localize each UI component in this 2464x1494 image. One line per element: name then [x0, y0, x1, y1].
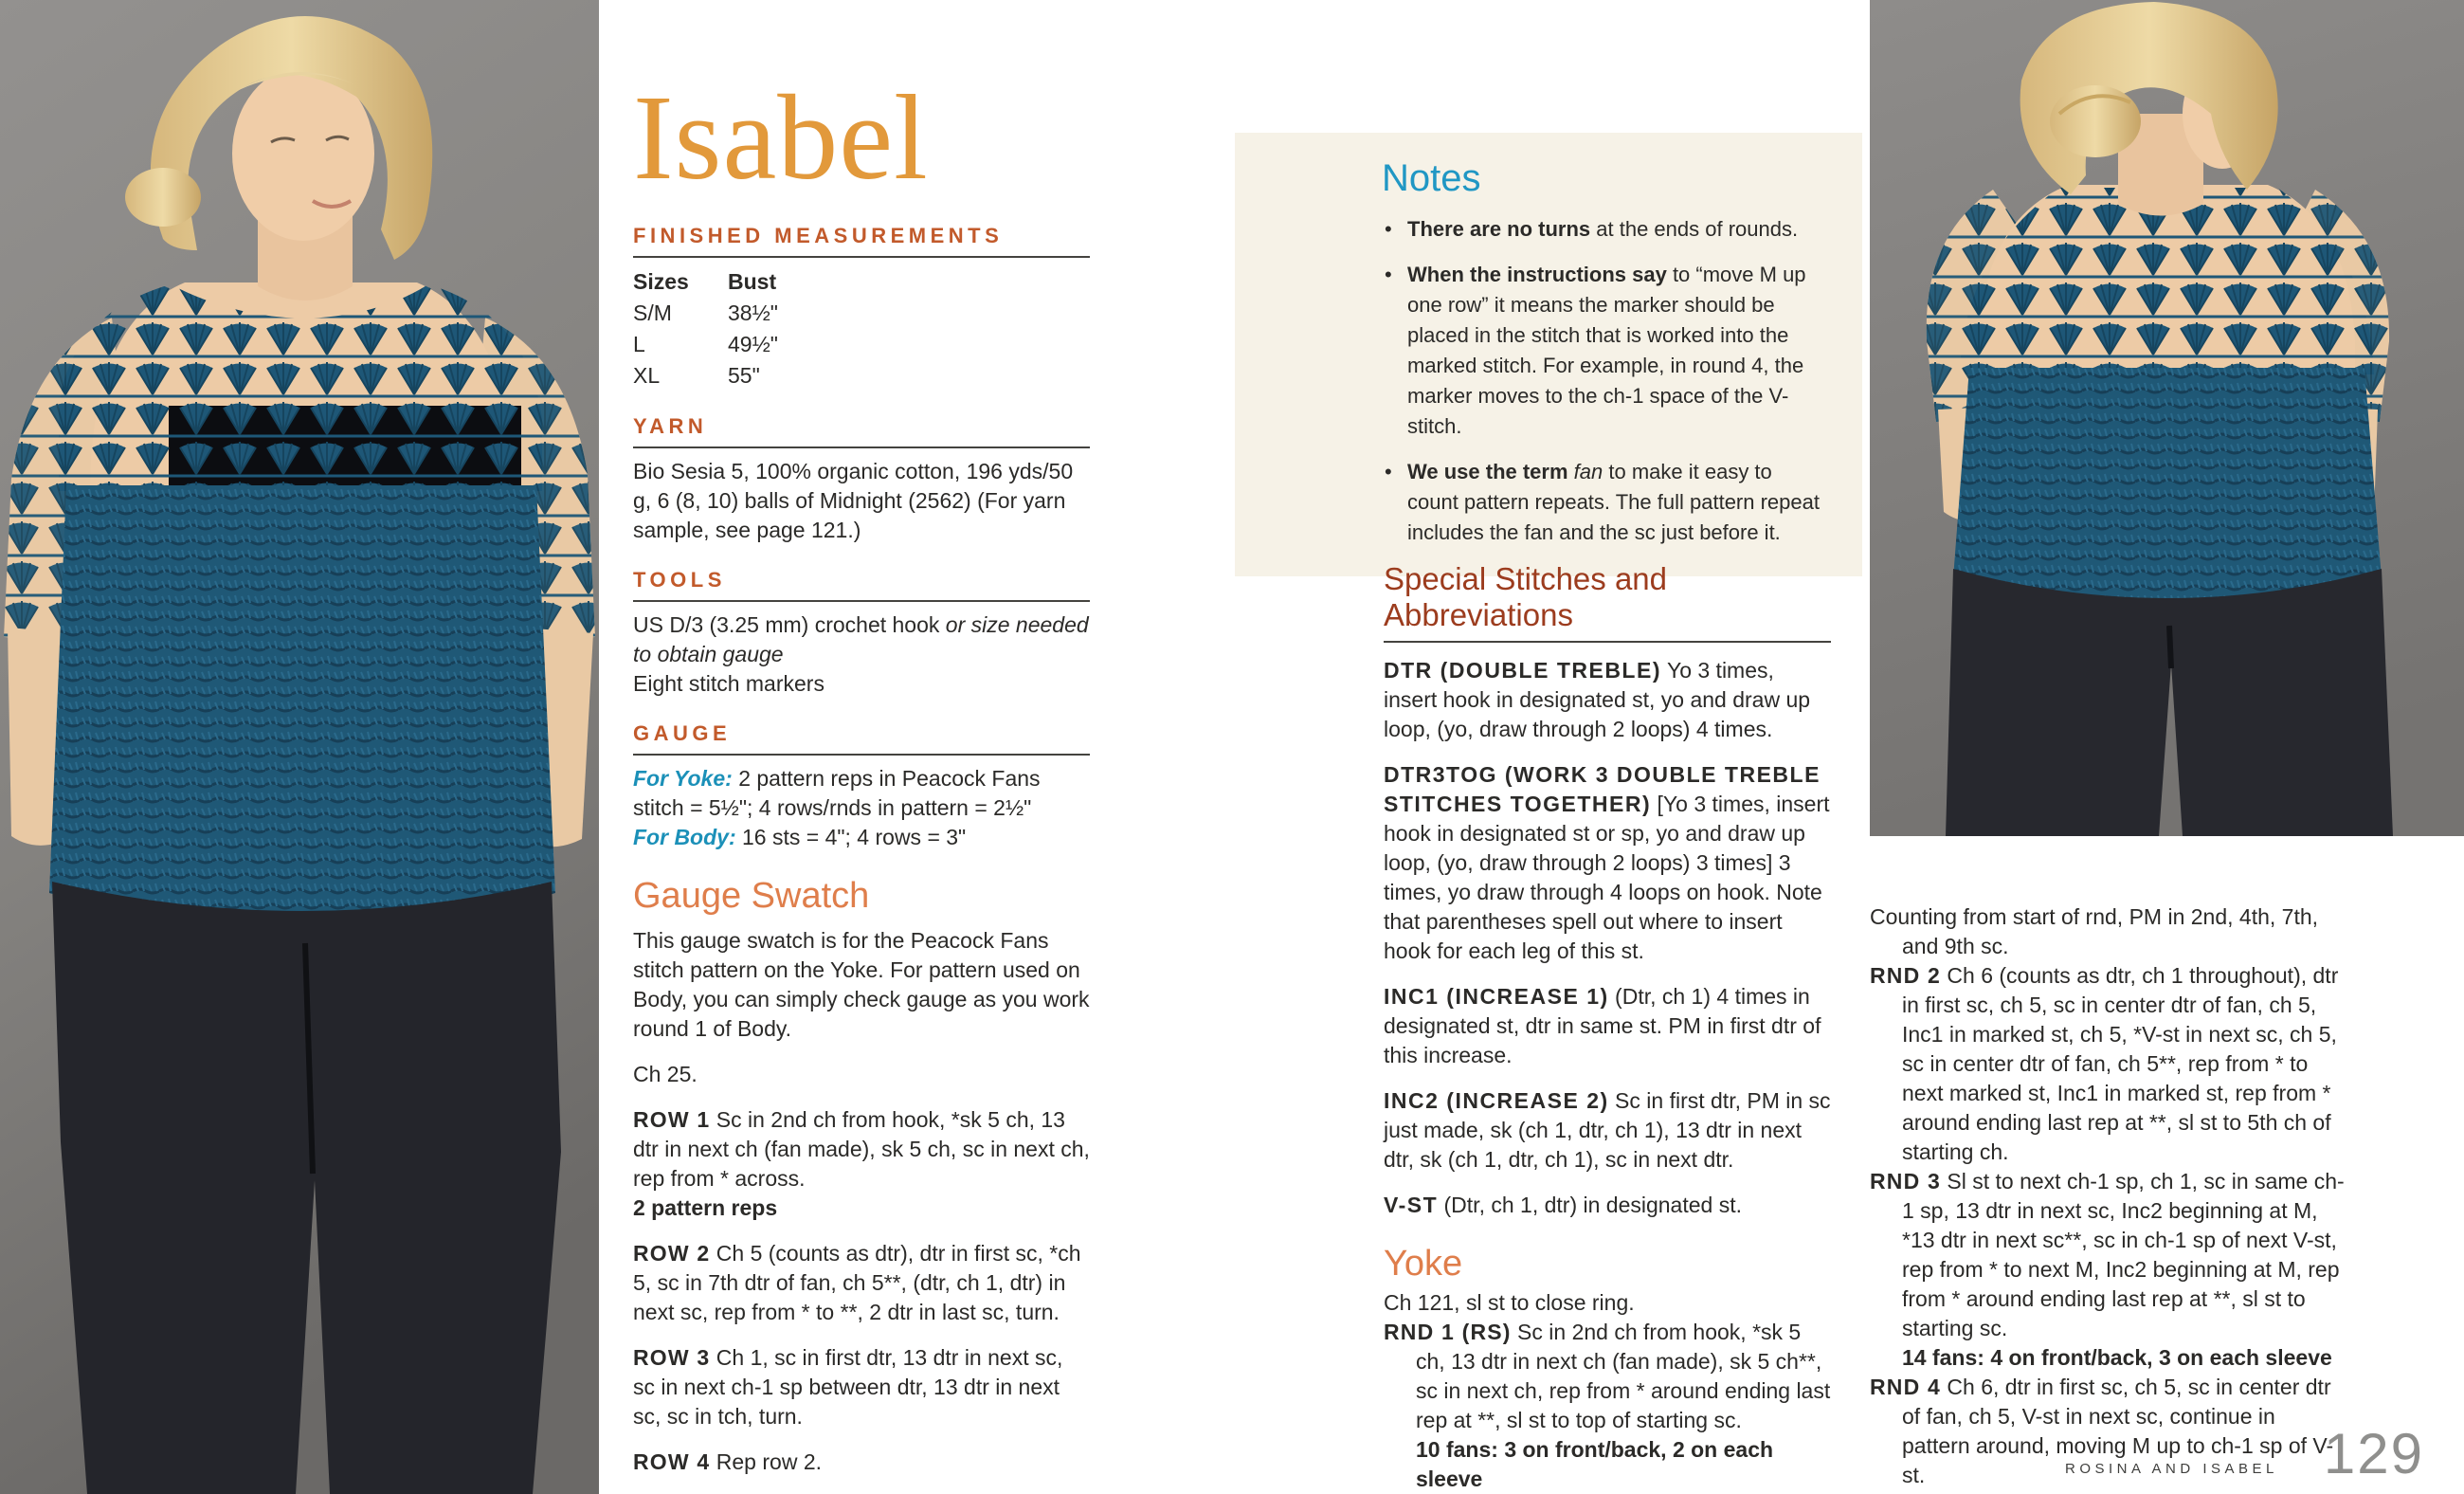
stitch-entry [1384, 982, 1831, 1070]
stitch-text: Yo 3 times, insert hook in designated st, yo and draw up loop, (yo, draw through 2 loops) 4 times. [1384, 657, 1811, 741]
section-yoke [1384, 1245, 1831, 1494]
stitch-text: (Dtr, ch 1, dtr) in designated st. [1438, 1192, 1742, 1217]
counting-instruction: Counting from start of rnd, PM in 2nd, 4th, 7th, and 9th sc. [1870, 904, 2319, 958]
table-row [633, 360, 778, 392]
note-bullet: • When the instructions say to “move M up one row” it means the marker should be placed in the stitch that is worked into the marked stitch. For example, in round 4, the marker moves to the ch-1 space of the V-stitch. [1382, 260, 1828, 442]
model-photo-front [0, 0, 599, 1494]
divider [633, 754, 1090, 756]
rnd-label: RND 1 (RS) [1384, 1319, 1512, 1344]
gauge-swatch-heading: Gauge Swatch [633, 876, 870, 917]
note-bullet: • We use the term fan to make it easy to count pattern repeats. The full pattern repeat includes the fan and the sc just before it. [1382, 457, 1828, 548]
row-label: ROW 4 [633, 1449, 711, 1475]
stitch-entry [1384, 1086, 1831, 1175]
row-instruction [633, 1105, 1090, 1223]
stitch-entry [1384, 656, 1831, 744]
rnd-text: Ch 6, dtr in first sc, ch 5, sc in center dtr of fan, ch 5, V-st in next sc, continue in pattern around, moving M up to ch-1 sp of V-st. [1902, 1375, 2334, 1487]
pattern-info-column [633, 70, 1090, 1493]
stitch-label: INC1 (INCREASE 1) [1384, 983, 1609, 1009]
notes-callout-box [1235, 133, 1862, 576]
row-instruction [633, 1448, 1090, 1477]
pattern-continuation-column [1870, 902, 2348, 1490]
row-text: Sc in 2nd ch from hook, *sk 5 ch, 13 dtr in next ch (fan made), sk 5 ch, sc in next ch, rep from * across. [633, 1107, 1090, 1192]
rnd-result: 10 fans: 3 on front/back, 2 on each sleeve [1416, 1436, 1774, 1491]
gauge-swatch-intro: This gauge swatch is for the Peacock Fans stitch pattern on the Yoke. For pattern used on Body, you can simply check gauge as you work round 1 of Body. [633, 928, 1090, 1042]
stitch-entry [1384, 760, 1831, 966]
row-instruction [633, 1343, 1090, 1431]
rnd-text: Sc in 2nd ch from hook, *sk 5 ch, 13 dtr in next ch (fan made), sk 5 ch**, sc in next ch, rep from * around ending last rep at **, sl st to top of starting sc. [1416, 1319, 1831, 1432]
yoke-setup: Ch 121, sl st to close ring. [1384, 1289, 1635, 1315]
section-gauge [633, 721, 1090, 852]
bust-cell: 38½" [728, 301, 778, 326]
bust-cell: 55" [728, 363, 760, 389]
page-footer [2065, 1422, 2424, 1485]
stitch-label: DTR3TOG (WORK 3 DOUBLE TREBLE STITCHES TOGETHER) [1384, 761, 1821, 816]
page-title: Isabel [633, 70, 929, 205]
divider [1384, 641, 1831, 643]
yoke-heading: Yoke [1384, 1243, 1463, 1284]
rnd-result: 14 fans: 4 on front/back, 3 on each sleeve [1902, 1345, 2332, 1370]
special-stitches-column [1384, 561, 1831, 1494]
finished-measurements-heading: FINISHED MEASUREMENTS [633, 224, 1004, 248]
size-cell: S/M [633, 301, 672, 326]
chain-instruction: Ch 25. [633, 1062, 698, 1087]
row-label: ROW 2 [633, 1241, 711, 1266]
row-label: ROW 3 [633, 1345, 711, 1371]
yarn-heading: YARN [633, 414, 708, 439]
table-row [633, 298, 778, 329]
stitch-label: V-ST [1384, 1192, 1439, 1217]
stitch-label: DTR (DOUBLE TREBLE) [1384, 657, 1661, 683]
table-header-row [633, 266, 778, 298]
tools-heading: TOOLS [633, 568, 726, 592]
rnd-text: Sl st to next ch-1 sp, ch 1, sc in same ch-1 sp, 13 dtr in next sc, Inc2 beginning at M, *13 dtr in next sc**, sc in ch-1 sp of next V-st, rep from * to next M, Inc2 beginning at M, rep from * around ending last rep at **, sl st to starting sc. [1902, 1169, 2345, 1340]
model-photo-back-illustration [1870, 0, 2464, 836]
tools-hook-line: US D/3 (3.25 mm) crochet hook or size needed to obtain gauge [633, 612, 1089, 667]
special-stitches-heading: Special Stitches and Abbreviations [1384, 561, 1668, 632]
yarn-description: Bio Sesia 5, 100% organic cotton, 196 yds/50 g, 6 (8, 10) balls of Midnight (2562) (For yarn sample, see page 121.) [633, 459, 1074, 543]
section-tools [633, 568, 1090, 699]
size-cell: L [633, 332, 645, 357]
stitch-label: INC2 (INCREASE 2) [1384, 1087, 1609, 1113]
col-header-bust: Bust [728, 269, 777, 295]
rnd-label: RND 4 [1870, 1375, 1942, 1399]
bust-cell: 49½" [728, 332, 778, 357]
gauge-body-line: For Body: 16 sts = 4"; 4 rows = 3" [633, 825, 967, 850]
tools-markers-line: Eight stitch markers [633, 671, 824, 697]
gauge-yoke-line: For Yoke: 2 pattern reps in Peacock Fans stitch = 5½"; 4 rows/rnds in pattern = 2½" [633, 766, 1041, 821]
row-instruction [633, 1239, 1090, 1327]
measurements-table [633, 266, 778, 392]
notes-heading: Notes [1382, 157, 1481, 199]
col-header-sizes: Sizes [633, 269, 689, 295]
stitch-entry [1384, 1191, 1831, 1220]
rnd-instruction [1870, 1167, 2348, 1343]
section-finished-measurements [633, 224, 1090, 392]
model-photo-front-illustration [0, 0, 599, 1494]
row-text: Rep row 2. [710, 1449, 822, 1475]
divider [633, 600, 1090, 602]
gauge-heading: GAUGE [633, 721, 732, 746]
stitch-text: [Yo 3 times, insert hook in designated st or sp, yo and draw up loop, (yo, draw through 2 loops) 3 times] 3 times, yo draw through 4 loops on hook. Note that parentheses spell out where to insert hook for each leg of this st. [1384, 791, 1830, 963]
note-bullet: • There are no turns at the ends of rounds. [1382, 214, 1828, 245]
stitch-text: (Dtr, ch 1) 4 times in designated st, dtr in same st. PM in first dtr of this increase. [1384, 983, 1821, 1067]
row-label: ROW 1 [633, 1107, 711, 1133]
section-yarn [633, 414, 1090, 545]
chapter-title: ROSINA AND ISABEL [2065, 1461, 2278, 1477]
rnd-instruction [1870, 961, 2348, 1167]
model-photo-back [1870, 0, 2464, 836]
size-cell: XL [633, 363, 661, 389]
row-text: Ch 1, sc in first dtr, 13 dtr in next sc, sc in next ch-1 sp between dtr, 13 dtr in next sc, sc in tch, turn. [633, 1345, 1063, 1430]
rnd-instruction [1384, 1318, 1831, 1435]
row-text: Ch 5 (counts as dtr), dtr in first sc, *ch 5, sc in 7th dtr of fan, ch 5**, (dtr, ch 1, dtr) in next sc, rep from * to **, 2 dtr in last sc, turn. [633, 1241, 1081, 1325]
page-number: 129 [2323, 1422, 2424, 1485]
rnd-label: RND 2 [1870, 963, 1942, 988]
rnd-text: Ch 6 (counts as dtr, ch 1 throughout), dtr in first sc, ch 5, sc in center dtr of fan, ch 5, Inc1 in marked st, ch 5, *V-st in next sc, ch 5, sc in center dtr of fan, ch 5**, rep from * to next marked st, Inc1 in marked st, rep from * around ending last rep at **, sl st to 5th ch of starting ch. [1902, 963, 2339, 1164]
table-row [633, 329, 778, 360]
section-gauge-swatch [633, 877, 1090, 1477]
row-result: 2 pattern reps [633, 1195, 778, 1221]
divider [633, 446, 1090, 448]
divider [633, 256, 1090, 258]
stitch-text: Sc in first dtr, PM in sc just made, sk (ch 1, dtr, ch 1), 13 dtr in next dtr, sk (ch 1, dtr, ch 1), sc in next dtr. [1384, 1087, 1831, 1172]
rnd-label: RND 3 [1870, 1169, 1942, 1193]
